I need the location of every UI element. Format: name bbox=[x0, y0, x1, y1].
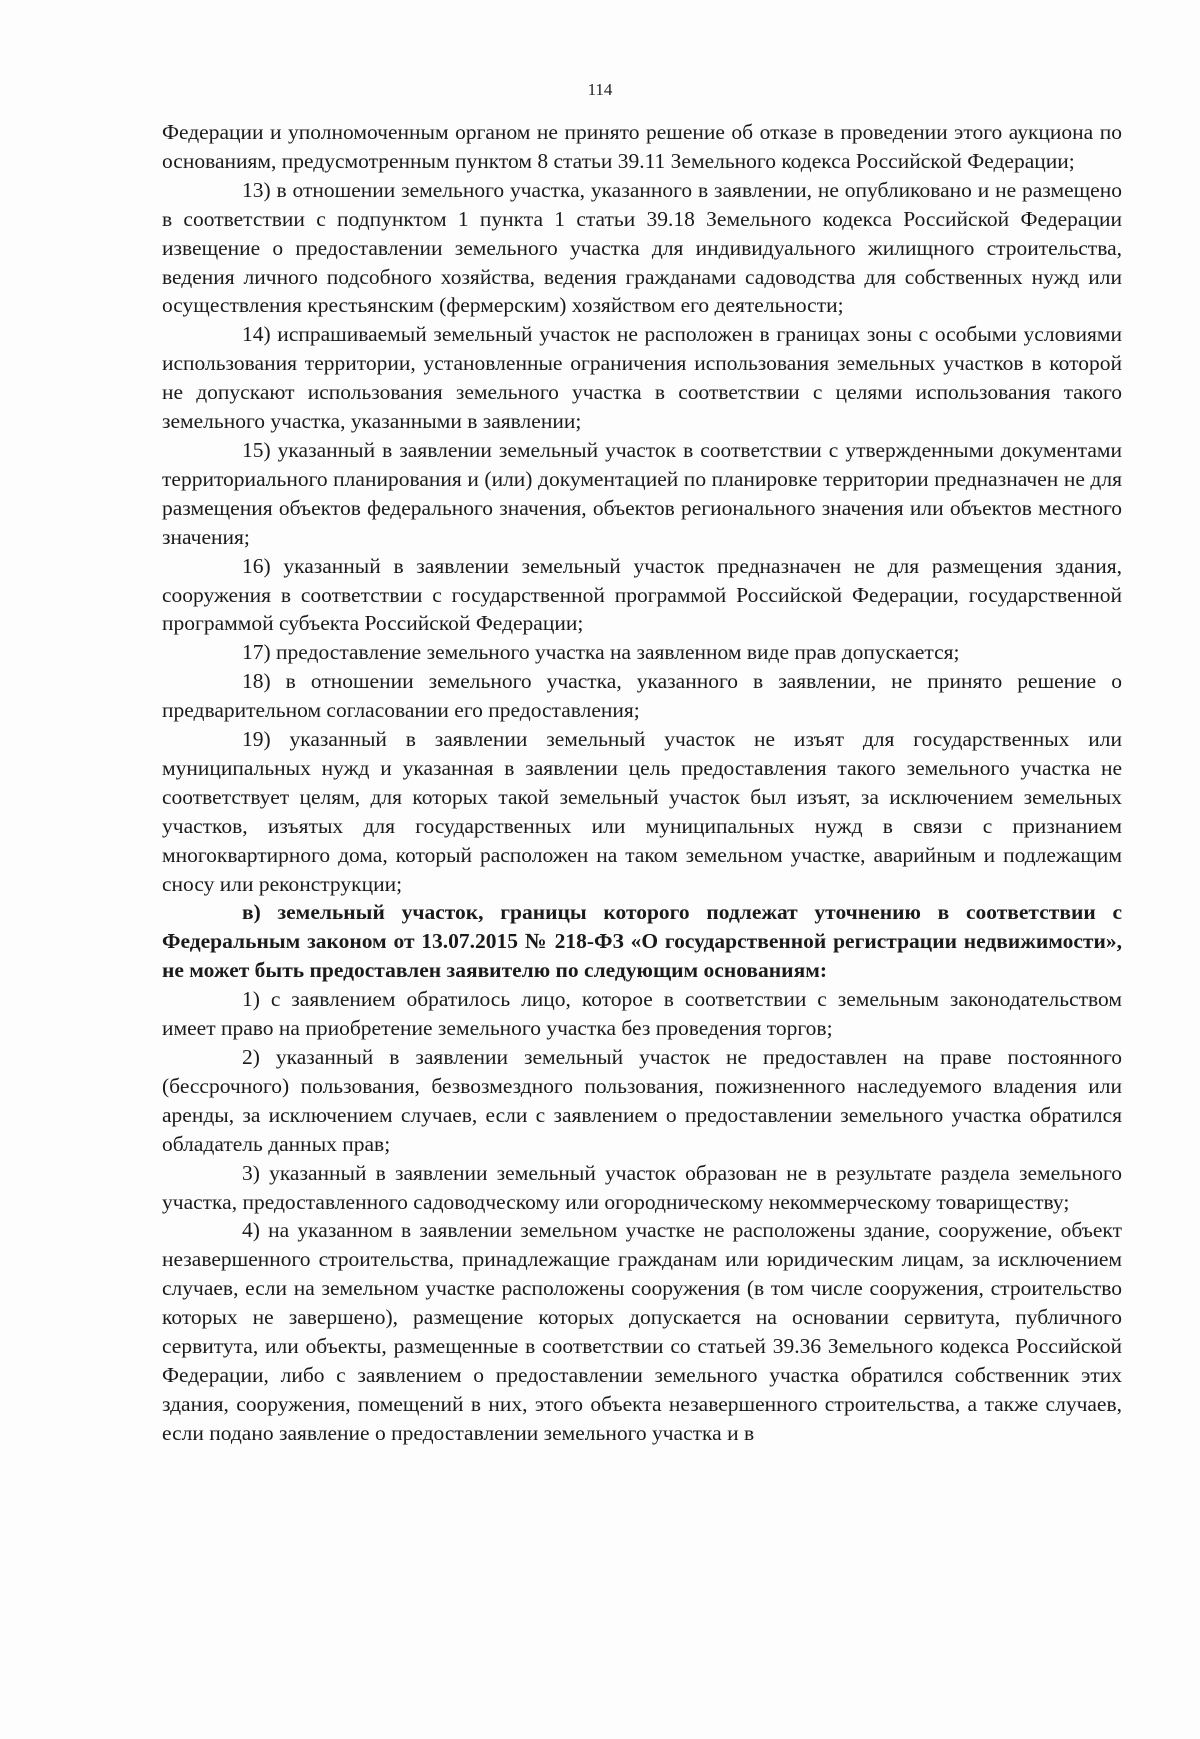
paragraph-item-16: 16) указанный в заявлении земельный участок предназначен не для размещения здания, сооружения в соответствии с государственной программой Российской Федерации, государственной программой субъекта Российской Федерации; bbox=[162, 553, 1122, 636]
paragraph-continuation: Федерации и уполномоченным органом не принято решение об отказе в проведении этого аукциона по основаниям, предусмотренным пунктом 8 статьи 39.11 Земельного кодекса Российской Федерации; bbox=[162, 120, 1122, 173]
paragraph-item-1: 1) с заявлением обратилось лицо, которое в соответствии с земельным законодательством имеет право на приобретение земельного участка без проведения торгов; bbox=[162, 987, 1122, 1041]
paragraph-item-19: 19) указанный в заявлении земельный участок не изъят для государственных или муниципальных нужд и указанная в заявлении цель предоставления такого земельного участка не соответствует целям, для которых такой земельный участок был изъят, за исключением земельных участков, изъятых для государственных или муниципальных нужд в связи с признанием многоквартирного дома, который расположен на таком земельном участке, аварийным и подлежащим сносу или реконструкции; bbox=[162, 727, 1122, 896]
page-number: 114 bbox=[587, 80, 613, 99]
paragraph-item-13: 13) в отношении земельного участка, указанного в заявлении, не опубликовано и не размещено в соответствии с подпунктом 1 пункта 1 статьи 39.18 Земельного кодекса Российской Федерации извещение о предоставлении земельного участка для индивидуального жилищного строительства, ведения личного подсобного хозяйства, ведения гражданами садоводства для собственных нужд или осуществления крестьянским (фермерским) хозяйством его деятельности; bbox=[162, 177, 1122, 318]
paragraph-item-14: 14) испрашиваемый земельный участок не расположен в границах зоны с особыми условиями использования территории, установленные ограничения использования земельных участков в которой не допускают использования земельного участка в соответствии с целями использования такого земельного участка, указанными в заявлении; bbox=[162, 322, 1122, 434]
paragraph-item-18: 18) в отношении земельного участка, указанного в заявлении, не принято решение о предварительном согласовании его предоставления; bbox=[162, 669, 1122, 723]
paragraph-item-15: 15) указанный в заявлении земельный участок в соответствии с утвержденными документами территориального планирования и (или) документацией по планировке территории предназначен не для размещения объектов федерального значения, объектов регионального значения или объектов местного значения; bbox=[162, 437, 1122, 549]
paragraph-item-2: 2) указанный в заявлении земельный участок не предоставлен на праве постоянного (бессрочного) пользования, безвозмездного пользования, пожизненного наследуемого владения или аренды, за исключением случаев, если с заявлением о предоставлении земельного участка обратился обладатель данных прав; bbox=[162, 1045, 1122, 1156]
section-heading-v: в) земельный участок, границы которого подлежат уточнению в соответствии с Федеральным законом от 13.07.2015 № 218-ФЗ «О государственной регистрации недвижимости», не может быть предоставлен заявителю по следующим основаниям: bbox=[162, 900, 1122, 983]
document-body bbox=[162, 118, 1122, 1448]
paragraph-item-17: 17) предоставление земельного участка на заявленном виде прав допускается; bbox=[242, 640, 960, 665]
paragraph-item-3: 3) указанный в заявлении земельный участок образован не в результате раздела земельного участка, предоставленного садоводческому или огородническому некоммерческому товариществу; bbox=[162, 1160, 1122, 1214]
paragraph-item-4: 4) на указанном в заявлении земельном участке не расположены здание, сооружение, объект незавершенного строительства, принадлежащие гражданам или юридическим лицам, за исключением случаев, если на земельном участке расположены сооружения (в том числе сооружения, строительство которых не завершено), размещение которых допускается на основании сервитута, публичного сервитута, или объекты, размещенные в соответствии со статьей 39.36 Земельного кодекса Российской Федерации, либо с заявлением о предоставлении земельного участка обратился собственник этих здания, сооружения, помещений в них, этого объекта незавершенного строительства, а также случаев, если подано заявление о предоставлении земельного участка и в bbox=[162, 1218, 1122, 1445]
